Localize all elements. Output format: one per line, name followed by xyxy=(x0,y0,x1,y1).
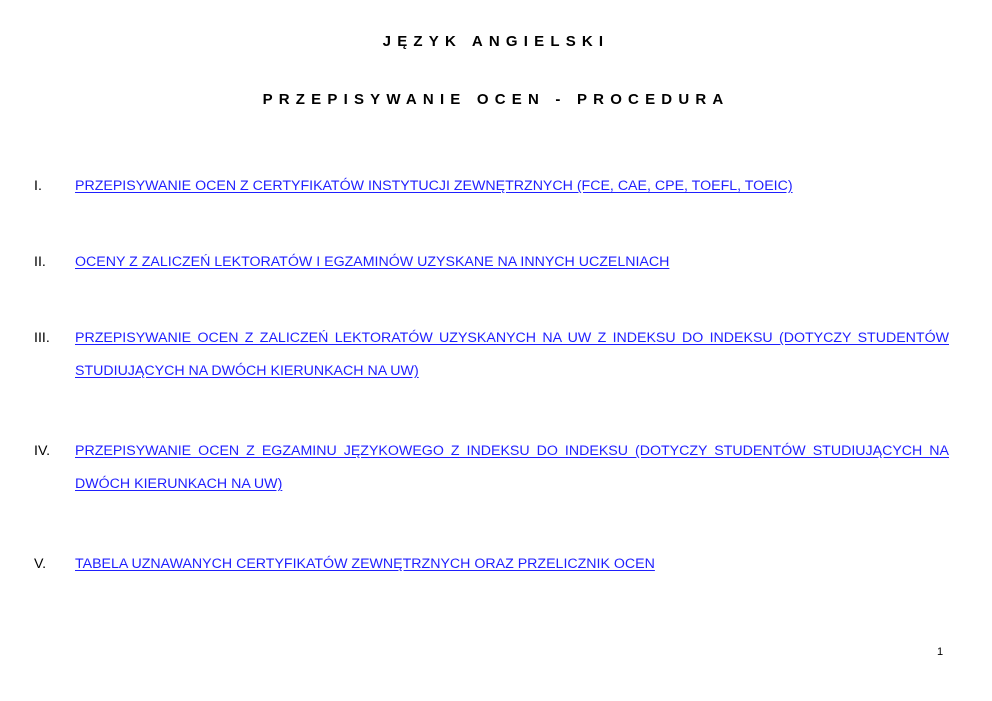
toc-link-lectorate-transfer[interactable]: PRZEPISYWANIE OCEN Z ZALICZEŃ LEKTORATÓW UZYSKANYCH NA UW Z INDEKSU DO INDEKSU (DOTYCZY STUDENTÓW STUDIUJĄCYCH NA DWÓCH KIERUNKACH NA UW) xyxy=(75,330,949,379)
toc-numeral: III. xyxy=(34,330,50,346)
toc-link-certificates-table[interactable]: TABELA UZNAWANYCH CERTYFIKATÓW ZEWNĘTRZNYCH ORAZ PRZELICZNIK OCEN xyxy=(75,556,655,572)
document-title: JĘZYK ANGIELSKI xyxy=(382,33,610,50)
toc-link-other-universities[interactable]: OCENY Z ZALICZEŃ LEKTORATÓW I EGZAMINÓW UZYSKANE NA INNYCH UCZELNIACH xyxy=(75,254,670,270)
toc-numeral: II. xyxy=(34,254,46,270)
page-number: 1 xyxy=(937,646,944,658)
toc-numeral: IV. xyxy=(34,443,51,459)
toc-numeral: V. xyxy=(34,556,47,572)
toc-link-exam-transfer[interactable]: PRZEPISYWANIE OCEN Z EGZAMINU JĘZYKOWEGO Z INDEKSU DO INDEKSU (DOTYCZY STUDENTÓW STUDIUJĄCYCH NA DWÓCH KIERUNKACH NA UW) xyxy=(75,443,949,492)
toc-numeral: I. xyxy=(34,178,42,194)
document-subtitle: PRZEPISYWANIE OCEN - PROCEDURA xyxy=(262,91,730,108)
toc-link-certificates[interactable]: PRZEPISYWANIE OCEN Z CERTYFIKATÓW INSTYTUCJI ZEWNĘTRZNYCH (FCE, CAE, CPE, TOEFL, TOEIC) xyxy=(75,178,793,194)
